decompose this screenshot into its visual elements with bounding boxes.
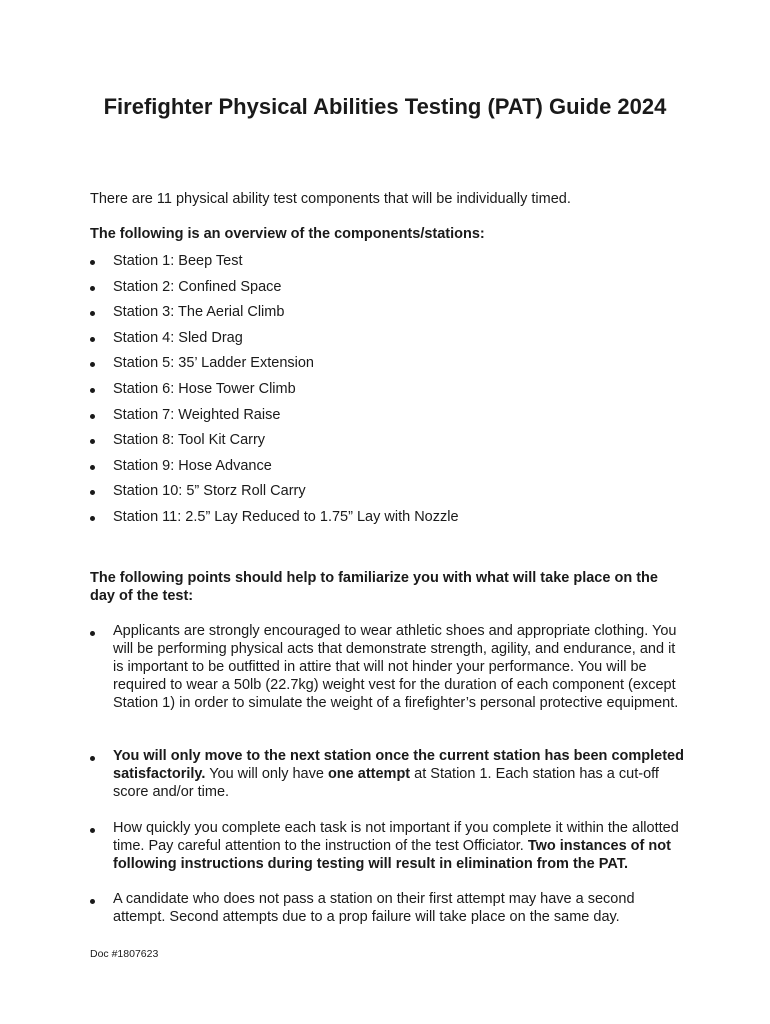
bullet-icon (90, 260, 95, 265)
bullet-icon (90, 414, 95, 419)
bullet-icon (90, 337, 95, 342)
station-label: Station 9: Hose Advance (113, 457, 272, 474)
list-item (90, 252, 710, 278)
list-item (90, 278, 710, 304)
station-label: Station 4: Sled Drag (113, 329, 243, 346)
list-item (90, 747, 685, 801)
station-label: Station 10: 5” Storz Roll Carry (113, 483, 306, 500)
point-list (90, 819, 685, 873)
list-item (90, 819, 685, 873)
bullet-icon (90, 899, 95, 904)
point-list (90, 890, 685, 926)
intro-paragraph: There are 11 physical ability test components that will be individually timed. (90, 191, 571, 207)
list-item (90, 380, 710, 406)
bullet-icon (90, 388, 95, 393)
station-label: Station 1: Beep Test (113, 253, 243, 269)
list-item (90, 329, 710, 355)
station-label: Station 11: 2.5” Lay Reduced to 1.75” Lay with Nozzle (113, 508, 459, 525)
bullet-icon (90, 828, 95, 833)
list-item (90, 482, 710, 508)
point-next-station-bold: You will only move to the next station once the current station has been completed satisfactorily. (113, 748, 684, 782)
point-list (90, 622, 685, 712)
station-label: Station 8: Tool Kit Carry (113, 432, 266, 449)
stations-list (90, 252, 710, 534)
list-item (90, 431, 710, 457)
points-heading: The following points should help to familiarize you with what will take place on the day of the test: (90, 570, 658, 604)
station-label: Station 3: The Aerial Climb (113, 304, 285, 321)
point-attire-text: Applicants are strongly encouraged to wear athletic shoes and appropriate clothing. You will be performing physical acts that demonstrate strength, agility, and endurance, and it is important to be outfitted in attire that will not hinder your performance. You will be required to wear a 50lb (22.7kg) weight vest for the duration of each component (except Station 1) in order to simulate the weight of a firefighter’s personal protective equipment. (113, 623, 679, 711)
overview-heading: The following is an overview of the components/stations: (90, 226, 485, 242)
point-second-attempt-text: A candidate who does not pass a station on their first attempt may have a second attempt. Second attempts due to a prop failure will take place on the same day. (113, 891, 635, 925)
list-item (90, 303, 710, 329)
station-label: Station 5: 35’ Ladder Extension (113, 355, 314, 372)
point-list (90, 747, 685, 801)
bullet-icon (90, 362, 95, 367)
list-item (90, 354, 710, 380)
point-cutoff-text: at Station 1. Each station has a cut-off score and/or time. (113, 766, 659, 800)
bullet-icon (90, 631, 95, 636)
bullet-icon (90, 756, 95, 761)
station-label: Station 7: Weighted Raise (113, 406, 281, 423)
bullet-icon (90, 516, 95, 521)
document-title: Firefighter Physical Abilities Testing (PAT) Guide 2024 (103, 94, 667, 119)
station-label: Station 2: Confined Space (113, 278, 282, 295)
bullet-icon (90, 286, 95, 291)
point-one-attempt-bold: one attempt (327, 766, 411, 782)
list-item (90, 890, 685, 926)
bullet-icon (90, 465, 95, 470)
list-item (90, 457, 710, 483)
station-label: Station 6: Hose Tower Climb (113, 380, 296, 397)
point-elimination-bold: Two instances of not following instructions during testing will result in elimination from the PAT. (113, 838, 671, 872)
bullet-icon (90, 439, 95, 444)
point-next-station-text: You will only have (205, 766, 328, 782)
bullet-icon (90, 490, 95, 495)
bullet-icon (90, 311, 95, 316)
document-footer: Doc #1807623 (90, 948, 159, 960)
point-timing-text: How quickly you complete each task is not important if you complete it within the allotted time. Pay careful attention to the instruction of the test Officiator. (113, 820, 679, 854)
list-item (90, 406, 710, 432)
list-item (90, 508, 710, 534)
list-item (90, 622, 685, 712)
